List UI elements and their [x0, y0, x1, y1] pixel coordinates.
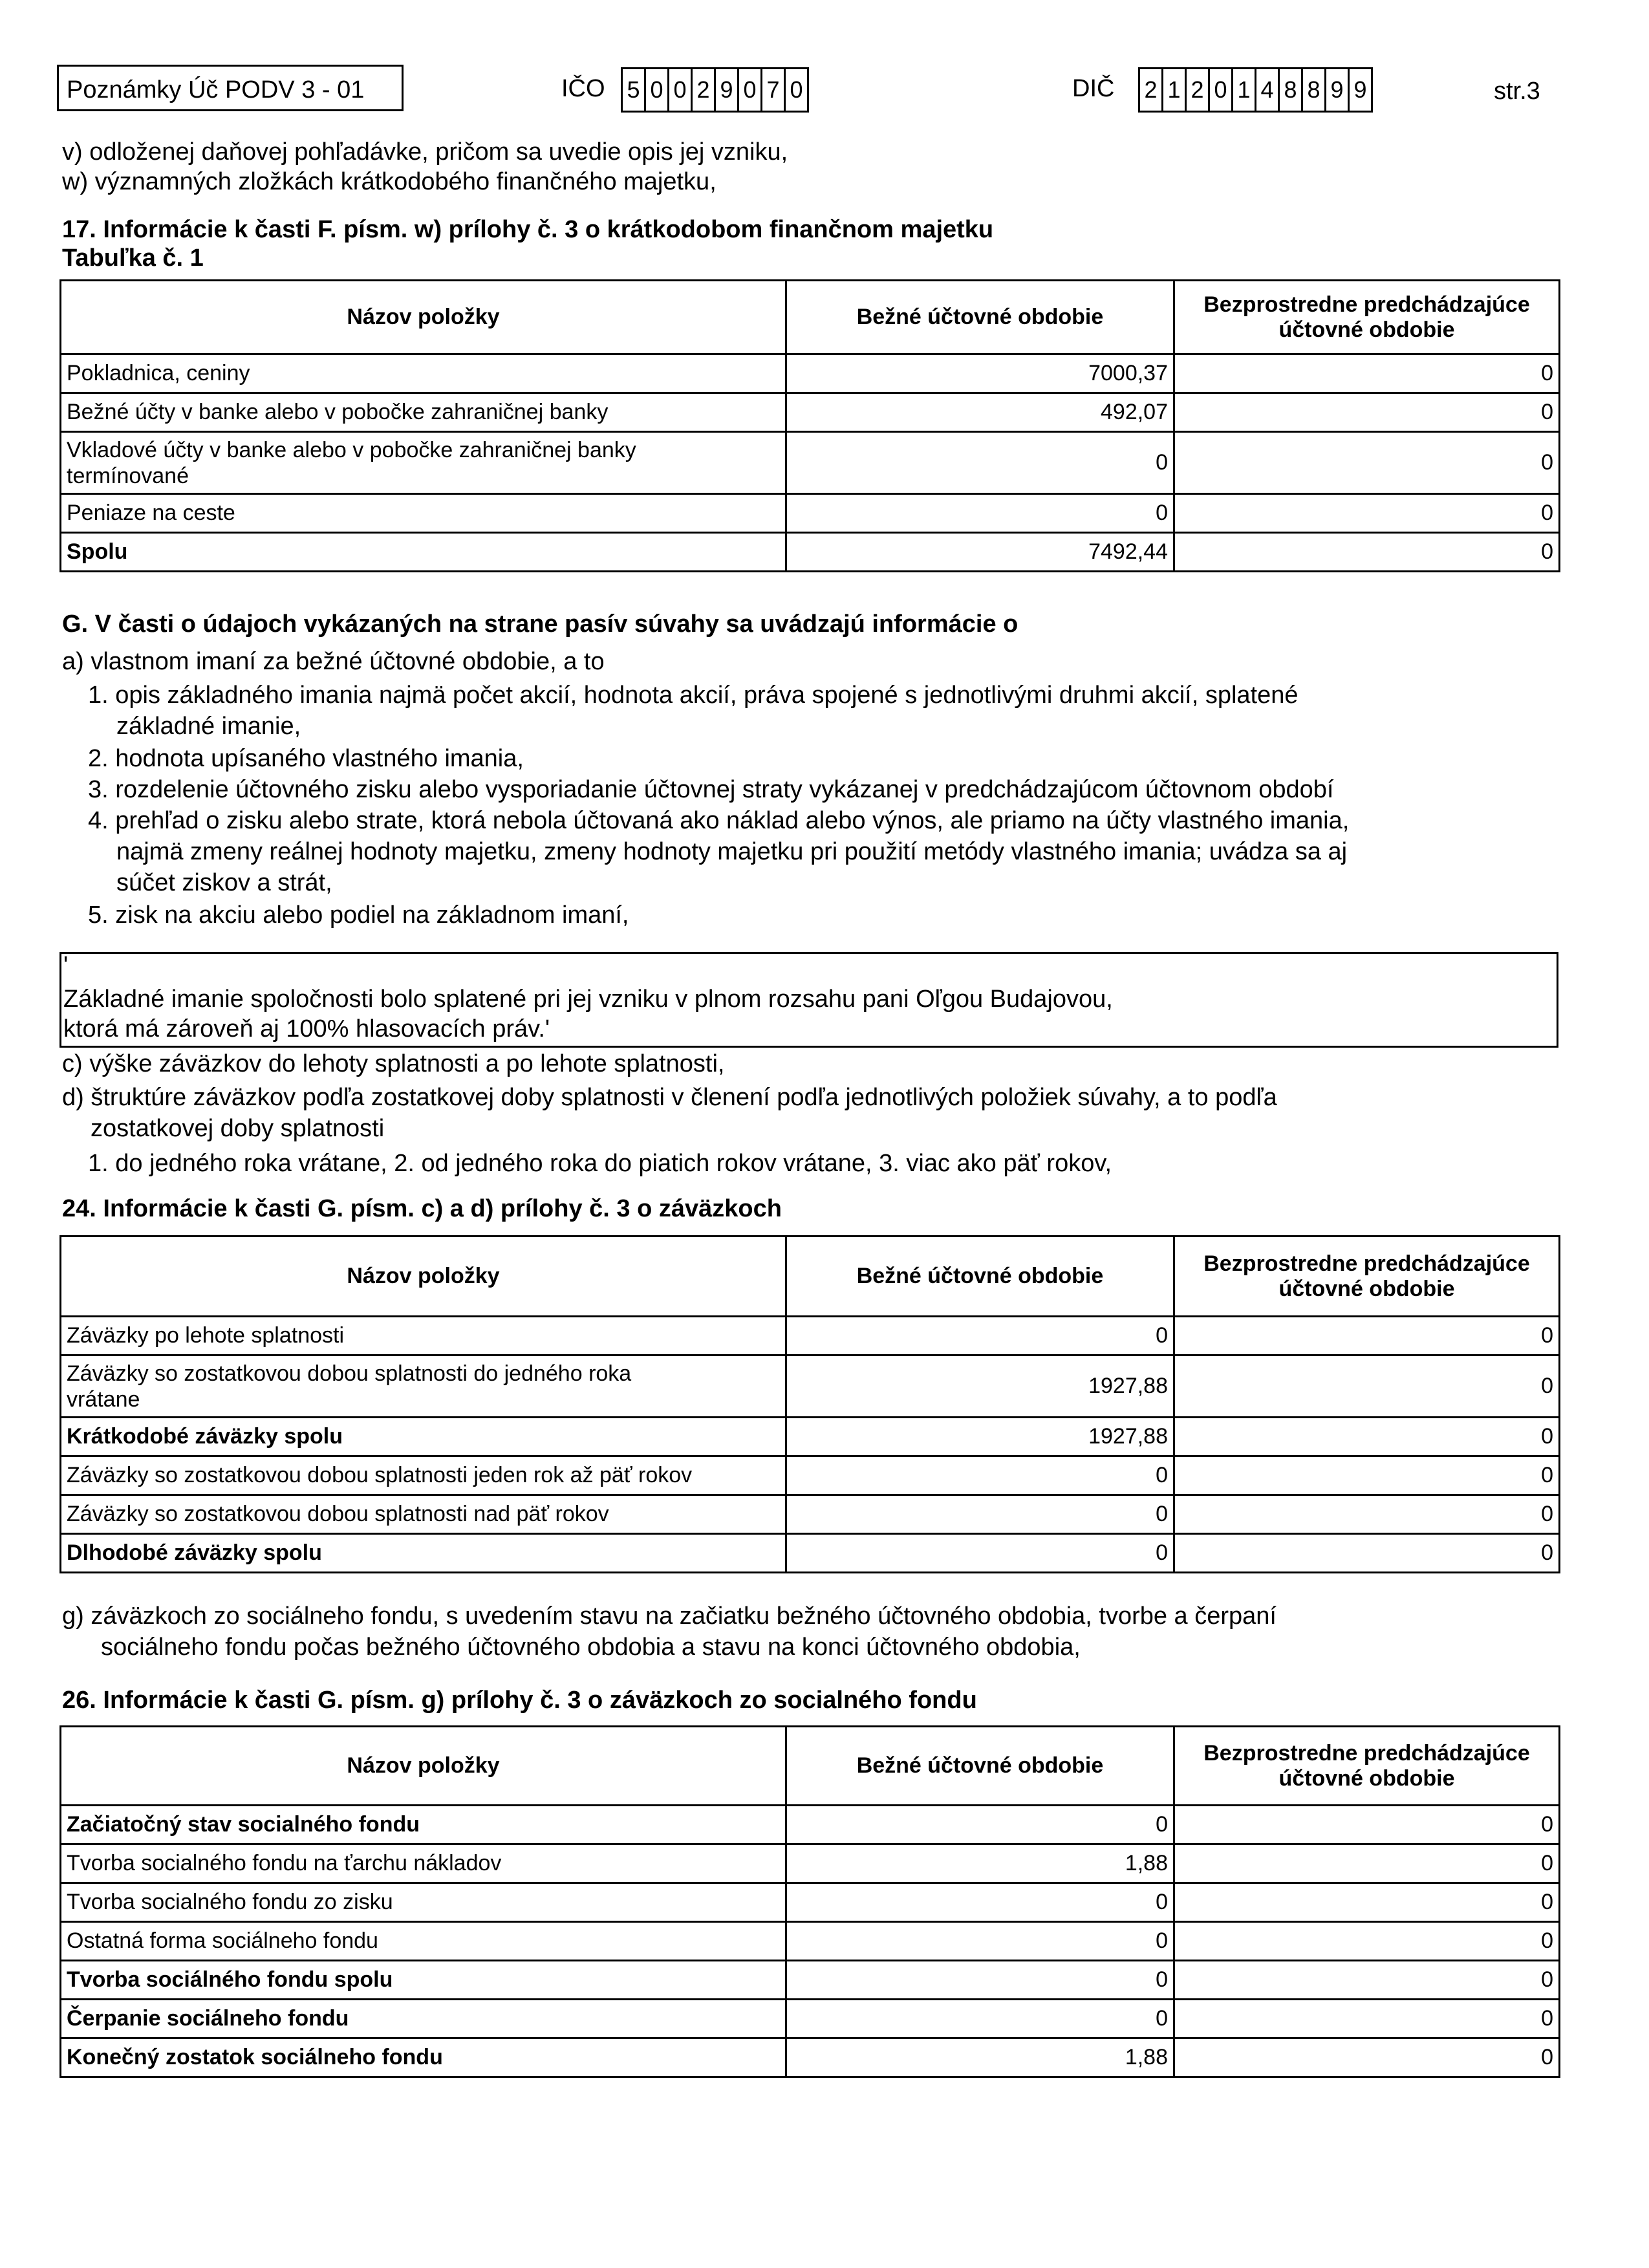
dic-digit: 9: [1350, 69, 1373, 111]
row-current: 492,07: [786, 393, 1174, 432]
table-header-row: [61, 1727, 1560, 1806]
sectionG-d3: 1. do jedného roka vrátane, 2. od jedného roka do piatich rokov vrátane, 3. viac ako päť rokov,: [88, 1150, 1112, 1177]
row-name: Záväzky so zostatkovou dobou splatnosti do jedného roka vrátane: [61, 1355, 786, 1418]
col-header-current: Bežné účtovné obdobie: [786, 281, 1174, 354]
table-row: [61, 1922, 1560, 1961]
sectionG-item4a: 4. prehľad o zisku alebo strate, ktorá nebola účtovaná ako náklad alebo výnos, ale priamo na účty vlastného imania,: [88, 807, 1350, 834]
table-row: [61, 1495, 1560, 1534]
ico-digit: 7: [762, 69, 786, 111]
equity-note-line1: Základné imanie spoločnosti bolo splatené pri jej vzniku v plnom rozsahu pani Oľgou Budajovou,: [63, 986, 1113, 1013]
intro-line-w: w) významných zložkách krátkodobého finančného majetku,: [62, 168, 717, 195]
dic-label: DIČ: [1072, 75, 1115, 102]
row-current: 0: [786, 432, 1174, 494]
row-name: Záväzky po lehote splatnosti: [61, 1317, 786, 1355]
section26-title: 26. Informácie k časti G. písm. g) prílohy č. 3 o záväzkoch zo socialného fondu: [62, 1687, 977, 1714]
sectionG-item2: 2. hodnota upísaného vlastného imania,: [88, 745, 524, 772]
table-row-total: [61, 2000, 1560, 2038]
row-current: 1,88: [786, 1844, 1174, 1883]
row-prev: 0: [1174, 2038, 1560, 2077]
sectionG-d2: zostatkovej doby splatnosti: [91, 1115, 385, 1142]
ico-digit: 0: [646, 69, 669, 111]
row-name: Krátkodobé záväzky spolu: [61, 1418, 786, 1456]
row-prev: 0: [1174, 1534, 1560, 1573]
table-row: [61, 1883, 1560, 1922]
row-prev: 0: [1174, 1961, 1560, 2000]
table-row: [61, 1317, 1560, 1355]
row-current: 0: [786, 1883, 1174, 1922]
row-prev: 0: [1174, 2000, 1560, 2038]
row-current: 0: [786, 494, 1174, 533]
section17-title: 17. Informácie k časti F. písm. w) prílohy č. 3 o krátkodobom finančnom majetku: [62, 216, 994, 243]
row-current: 0: [786, 1495, 1174, 1534]
dic-digit: 0: [1210, 69, 1233, 111]
col-header-name: Názov položky: [61, 281, 786, 354]
row-prev: 0: [1174, 354, 1560, 393]
row-name: Tvorba socialného fondu zo zisku: [61, 1883, 786, 1922]
dic-digit: 8: [1280, 69, 1303, 111]
dic-digit: 1: [1233, 69, 1256, 111]
row-name: Vkladové účty v banke alebo v pobočke zahraničnej banky termínované: [61, 432, 786, 494]
row-name: Bežné účty v banke alebo v pobočke zahraničnej banky: [61, 393, 786, 432]
table-row-total: [61, 1961, 1560, 2000]
ico-digit: 5: [623, 69, 646, 111]
ico-digit: 0: [739, 69, 762, 111]
financial-assets-table: [59, 279, 1560, 572]
sectionG-item3: 3. rozdelenie účtovného zisku alebo vysporiadanie účtovnej straty vykázanej v predchádzajúcom účtovnom období: [88, 776, 1334, 803]
row-prev: 0: [1174, 1844, 1560, 1883]
section24-title: 24. Informácie k časti G. písm. c) a d) prílohy č. 3 o záväzkoch: [62, 1195, 782, 1222]
intro-line-v: v) odloženej daňovej pohľadávke, pričom sa uvedie opis jej vzniku,: [62, 138, 788, 166]
ico-digit: 0: [786, 69, 809, 111]
table-row-total: [61, 1534, 1560, 1573]
col-header-prev: Bezprostredne predchádzajúce účtovné obdobie: [1174, 281, 1560, 354]
row-name: Začiatočný stav socialného fondu: [61, 1806, 786, 1844]
sectionG-item4c: súčet ziskov a strát,: [116, 869, 332, 896]
dic-digit: 8: [1303, 69, 1326, 111]
section17-subtitle: Tabuľka č. 1: [62, 244, 204, 272]
sectionG-title: G. V časti o údajoch vykázaných na strane pasív súvahy sa uvádzajú informácie o: [62, 610, 1018, 638]
row-name: Dlhodobé záväzky spolu: [61, 1534, 786, 1573]
sectionG-c: c) výške záväzkov do lehoty splatnosti a po lehote splatnosti,: [62, 1050, 725, 1077]
row-current: 1927,88: [786, 1418, 1174, 1456]
liabilities-table: [59, 1235, 1560, 1573]
row-current: 0: [786, 1317, 1174, 1355]
row-prev: 0: [1174, 1355, 1560, 1418]
row-prev: 0: [1174, 1418, 1560, 1456]
row-current: 7000,37: [786, 354, 1174, 393]
table-row: [61, 494, 1560, 533]
dic-digit: 1: [1163, 69, 1187, 111]
row-name: Peniaze na ceste: [61, 494, 786, 533]
row-prev: 0: [1174, 393, 1560, 432]
table-header-row: [61, 281, 1560, 354]
ico-digit: 0: [669, 69, 693, 111]
page-number: str.3: [1494, 78, 1540, 105]
table-row-total: [61, 1806, 1560, 1844]
row-current: 0: [786, 1922, 1174, 1961]
row-name: Ostatná forma sociálneho fondu: [61, 1922, 786, 1961]
row-prev: 0: [1174, 494, 1560, 533]
dic-digits: [1138, 67, 1373, 113]
ico-digits: [621, 67, 809, 113]
ico-digit: 9: [716, 69, 739, 111]
dic-digit: 2: [1140, 69, 1163, 111]
table-row: [61, 393, 1560, 432]
table-row: [61, 354, 1560, 393]
form-code: Poznámky Úč PODV 3 - 01: [57, 65, 404, 111]
row-name: Tvorba socialného fondu na ťarchu nákladov: [61, 1844, 786, 1883]
table-row: [61, 1456, 1560, 1495]
table-row-total: [61, 1418, 1560, 1456]
row-name: Spolu: [61, 533, 786, 572]
dic-digit: 4: [1256, 69, 1280, 111]
table-row: [61, 1844, 1560, 1883]
row-current: 0: [786, 1961, 1174, 2000]
row-name: Tvorba sociálného fondu spolu: [61, 1961, 786, 2000]
row-current: 1927,88: [786, 1355, 1174, 1418]
row-prev: 0: [1174, 1806, 1560, 1844]
row-prev: 0: [1174, 533, 1560, 572]
sectionG-a: a) vlastnom imaní za bežné účtovné obdobie, a to: [62, 648, 605, 675]
row-prev: 0: [1174, 432, 1560, 494]
sectionG-item1a: 1. opis základného imania najmä počet akcií, hodnota akcií, práva spojené s jednotlivými druhmi akcií, splatené: [88, 682, 1299, 709]
row-current: 7492,44: [786, 533, 1174, 572]
sectionG-d1: d) štruktúre záväzkov podľa zostatkovej doby splatnosti v členení podľa jednotlivých položiek súvahy, a to podľa: [62, 1084, 1277, 1111]
table-header-row: [61, 1237, 1560, 1317]
row-current: 0: [786, 1456, 1174, 1495]
table-row-total: [61, 2038, 1560, 2077]
dic-digit: 9: [1326, 69, 1350, 111]
row-prev: 0: [1174, 1495, 1560, 1534]
sectionG-item4b: najmä zmeny reálnej hodnoty majetku, zmeny hodnoty majetku pri použití metódy vlastného imania; uvádza sa aj: [116, 838, 1348, 865]
table-row: [61, 432, 1560, 494]
row-current: 0: [786, 1806, 1174, 1844]
row-prev: 0: [1174, 1883, 1560, 1922]
row-current: 1,88: [786, 2038, 1174, 2077]
row-current: 0: [786, 1534, 1174, 1573]
ico-digit: 2: [693, 69, 716, 111]
table-row-total: [61, 533, 1560, 572]
col-header-prev: Bezprostredne predchádzajúce účtovné obdobie: [1174, 1237, 1560, 1317]
row-name: Záväzky so zostatkovou dobou splatnosti nad päť rokov: [61, 1495, 786, 1534]
col-header-name: Názov položky: [61, 1727, 786, 1806]
col-header-prev: Bezprostredne predchádzajúce účtovné obdobie: [1174, 1727, 1560, 1806]
row-name: Čerpanie sociálneho fondu: [61, 2000, 786, 2038]
row-current: 0: [786, 2000, 1174, 2038]
row-name: Záväzky so zostatkovou dobou splatnosti jeden rok až päť rokov: [61, 1456, 786, 1495]
social-fund-table: [59, 1725, 1560, 2078]
sectionGg-line1: g) záväzkoch zo sociálneho fondu, s uvedením stavu na začiatku bežného účtovného obdobia, tvorbe a čerpaní: [62, 1603, 1277, 1630]
equity-note-mark: ': [63, 952, 69, 979]
equity-note-line2: ktorá má zároveň aj 100% hlasovacích práv.': [63, 1015, 550, 1042]
col-header-name: Názov položky: [61, 1237, 786, 1317]
ico-label: IČO: [561, 75, 605, 102]
row-prev: 0: [1174, 1456, 1560, 1495]
sectionG-item1b: základné imanie,: [116, 713, 301, 740]
sectionG-item5: 5. zisk na akciu alebo podiel na základnom imaní,: [88, 902, 629, 929]
col-header-current: Bežné účtovné obdobie: [786, 1237, 1174, 1317]
col-header-current: Bežné účtovné obdobie: [786, 1727, 1174, 1806]
dic-digit: 2: [1187, 69, 1210, 111]
table-row: [61, 1355, 1560, 1418]
sectionGg-line2: sociálneho fondu počas bežného účtovného obdobia a stavu na konci účtovného obdobia,: [101, 1634, 1081, 1661]
row-prev: 0: [1174, 1317, 1560, 1355]
row-name: Konečný zostatok sociálneho fondu: [61, 2038, 786, 2077]
row-name: Pokladnica, ceniny: [61, 354, 786, 393]
row-prev: 0: [1174, 1922, 1560, 1961]
